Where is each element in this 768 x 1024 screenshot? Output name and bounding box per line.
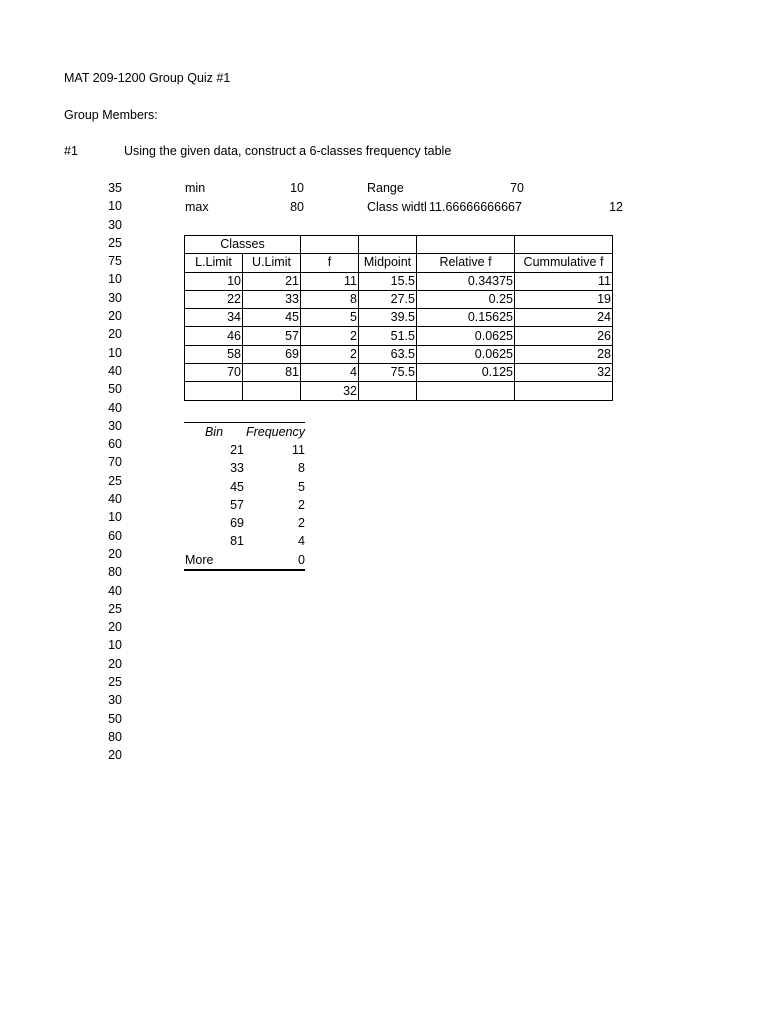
data-value: 40 — [108, 400, 122, 415]
frequency-value: 11 — [292, 443, 305, 457]
table-cell: 51.5 — [359, 327, 417, 345]
max-value: 80 — [290, 200, 304, 214]
question-text: Using the given data, construct a 6-classes frequency table — [124, 144, 452, 158]
table-cell — [185, 382, 243, 400]
data-value: 40 — [108, 363, 122, 378]
table-cell: 0.15625 — [417, 309, 515, 327]
range-label: Range — [367, 181, 404, 195]
classes-header: Classes — [185, 236, 301, 254]
question-number: #1 — [64, 144, 78, 158]
table-row — [185, 345, 613, 363]
table-cell: 2 — [301, 327, 359, 345]
data-value: 60 — [108, 437, 122, 452]
table-cell: 69 — [243, 345, 301, 363]
frequency-value: 4 — [298, 534, 305, 549]
table-cell — [243, 382, 301, 400]
data-value: 30 — [108, 693, 122, 708]
table-cell: 27.5 — [359, 290, 417, 308]
bin-value: 69 — [230, 516, 244, 531]
table-cell: 58 — [185, 345, 243, 363]
table-cell — [515, 382, 613, 400]
bin-frequency-table — [184, 422, 305, 571]
min-value: 10 — [290, 181, 304, 195]
data-value: 10 — [108, 510, 122, 525]
table-row — [184, 441, 305, 459]
data-value: 25 — [108, 473, 122, 488]
table-cell: 45 — [243, 309, 301, 327]
class-width-rounded: 12 — [609, 200, 623, 214]
table-row — [185, 290, 613, 308]
table-cell — [515, 236, 613, 254]
data-value: 10 — [108, 272, 122, 287]
table-cell: 21 — [243, 272, 301, 290]
table-cell — [417, 236, 515, 254]
bin-header-row — [184, 422, 305, 441]
column-header: U.Limit — [243, 254, 301, 272]
more-label: More — [185, 552, 214, 567]
data-value: 80 — [108, 729, 122, 744]
table-row — [185, 327, 613, 345]
table-cell: 63.5 — [359, 345, 417, 363]
table-cell: 34 — [185, 309, 243, 327]
data-value: 50 — [108, 711, 122, 726]
table-row — [184, 496, 305, 514]
table-cell: 11 — [515, 272, 613, 290]
table-cell: 0.125 — [417, 364, 515, 382]
frequency-table — [184, 235, 613, 401]
table-row — [185, 309, 613, 327]
data-value: 70 — [108, 455, 122, 470]
table-cell: 10 — [185, 272, 243, 290]
table-cell: 70 — [185, 364, 243, 382]
table-cell — [359, 382, 417, 400]
table-cell: 0.25 — [417, 290, 515, 308]
column-header: L.Limit — [185, 254, 243, 272]
data-value: 20 — [108, 309, 122, 324]
data-value: 25 — [108, 601, 122, 616]
table-cell: 15.5 — [359, 272, 417, 290]
table-cell: 28 — [515, 345, 613, 363]
column-header: Relative f — [417, 254, 515, 272]
total-frequency: 32 — [301, 382, 359, 400]
column-header: Cummulative f — [515, 254, 613, 272]
data-value: 40 — [108, 583, 122, 598]
table-total-row — [185, 382, 613, 400]
class-width-value: 11.66666666667 — [429, 200, 522, 214]
data-value: 10 — [108, 199, 122, 214]
data-value: 10 — [108, 638, 122, 653]
bin-value: 57 — [230, 497, 244, 512]
bin-value: 45 — [230, 479, 244, 494]
table-cell: 2 — [301, 345, 359, 363]
table-cell: 11 — [301, 272, 359, 290]
table-row — [184, 478, 305, 496]
table-cell: 0.34375 — [417, 272, 515, 290]
table-cell: 33 — [243, 290, 301, 308]
table-cell: 46 — [185, 327, 243, 345]
data-value: 80 — [108, 565, 122, 580]
frequency-header: Frequency — [245, 425, 305, 439]
frequency-value: 8 — [298, 461, 305, 476]
frequency-value: 0 — [298, 552, 305, 567]
table-cell: 39.5 — [359, 309, 417, 327]
table-cell: 75.5 — [359, 364, 417, 382]
table-header-row — [185, 236, 613, 254]
data-value: 25 — [108, 675, 122, 690]
data-value: 25 — [108, 235, 122, 250]
data-value: 20 — [108, 620, 122, 635]
table-cell: 4 — [301, 364, 359, 382]
table-cell: 19 — [515, 290, 613, 308]
table-row — [185, 272, 613, 290]
column-header: f — [301, 254, 359, 272]
data-value: 30 — [108, 418, 122, 433]
table-cell: 22 — [185, 290, 243, 308]
table-header-row — [185, 254, 613, 272]
table-cell: 81 — [243, 364, 301, 382]
table-row — [185, 364, 613, 382]
class-width-label: Class widtl — [367, 200, 427, 214]
page-title: MAT 209-1200 Group Quiz #1 — [64, 71, 231, 85]
table-row — [184, 459, 305, 477]
table-cell — [359, 236, 417, 254]
data-value: 50 — [108, 382, 122, 397]
table-cell: 8 — [301, 290, 359, 308]
table-row — [184, 551, 305, 571]
data-value: 20 — [108, 748, 122, 763]
column-header: Midpoint — [359, 254, 417, 272]
table-row — [184, 514, 305, 532]
table-cell: 0.0625 — [417, 345, 515, 363]
table-row — [184, 532, 305, 550]
group-members-label: Group Members: — [64, 108, 158, 122]
min-label: min — [185, 181, 206, 195]
bin-value: 21 — [230, 443, 244, 457]
data-value: 20 — [108, 656, 122, 671]
data-value: 35 — [108, 181, 122, 195]
range-value: 70 — [510, 181, 524, 195]
data-value: 20 — [108, 327, 122, 342]
frequency-value: 5 — [298, 479, 305, 494]
bin-value: 81 — [230, 534, 244, 549]
data-value: 20 — [108, 546, 122, 561]
data-value: 60 — [108, 528, 122, 543]
data-value: 10 — [108, 345, 122, 360]
data-values-column — [86, 179, 122, 765]
table-cell: 24 — [515, 309, 613, 327]
max-label: max — [185, 200, 209, 214]
data-value: 30 — [108, 290, 122, 305]
bin-value: 33 — [230, 461, 244, 476]
bin-header: Bin — [204, 425, 224, 439]
table-cell — [301, 236, 359, 254]
table-cell: 0.0625 — [417, 327, 515, 345]
data-value: 40 — [108, 492, 122, 507]
table-cell — [417, 382, 515, 400]
frequency-value: 2 — [298, 516, 305, 531]
table-cell: 57 — [243, 327, 301, 345]
frequency-value: 2 — [298, 497, 305, 512]
data-value: 30 — [108, 217, 122, 232]
data-value: 75 — [108, 254, 122, 269]
table-cell: 26 — [515, 327, 613, 345]
table-cell: 32 — [515, 364, 613, 382]
table-cell: 5 — [301, 309, 359, 327]
